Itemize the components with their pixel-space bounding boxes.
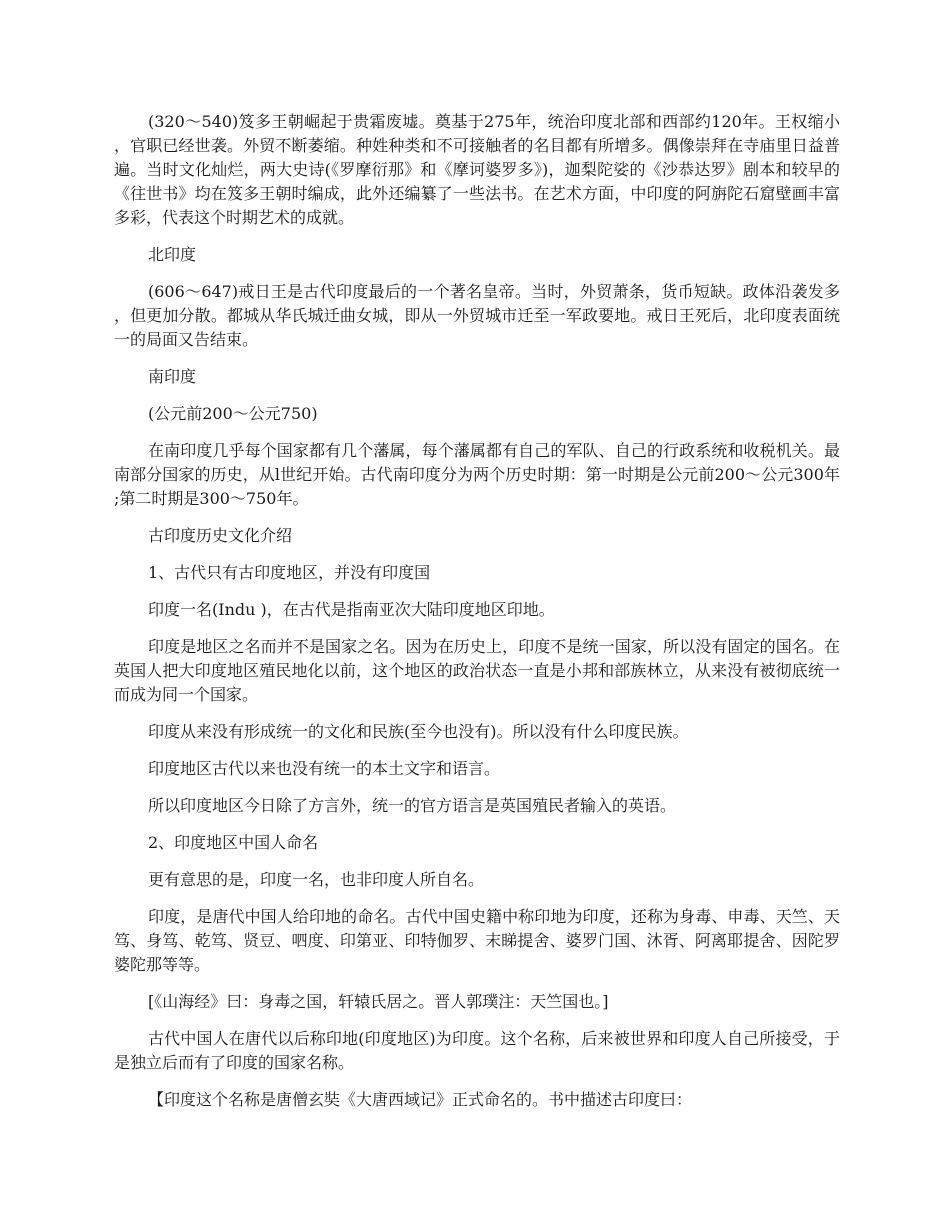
paragraph-chinese-names: 印度，是唐代中国人给印地的命名。古代中国史籍中称印地为印度，还称为身毒、申毒、天竺、天笃、身笃、乾笃、贤豆、呬度、印第亚、印特伽罗、末睇提舍、婆罗门国、沐胥、阿离耶提舍、因陀罗婆陀那等等。 [114, 907, 840, 974]
paragraph-no-unified-culture: 印度从来没有形成统一的文化和民族(至今也没有)。所以没有什么印度民族。 [148, 722, 689, 741]
paragraph-official-language: 所以印度地区今日除了方言外，统一的官方语言是英国殖民者输入的英语。 [148, 796, 677, 815]
paragraph-no-unified-language: 印度地区古代以来也没有统一的本土文字和语言。 [148, 759, 501, 778]
paragraph-shanhaijing-quote: [《山海经》曰：身毒之国，轩辕氏居之。晋人郭璞注：天竺国也。] [148, 992, 609, 1011]
paragraph-indu-name: 印度一名(Indu )，在古代是指南亚次大陆印度地区印地。 [148, 600, 555, 619]
heading-north-india: 北印度 [148, 245, 197, 264]
document-page [114, 110, 840, 1112]
paragraph-xuanzang: 【印度这个名称是唐僧玄奘《大唐西域记》正式命名的。书中描述古印度曰： [148, 1090, 693, 1109]
heading-section-1: 1、古代只有古印度地区，并没有印度国 [148, 563, 431, 582]
heading-south-india: 南印度 [148, 367, 197, 386]
paragraph-harsha: (606～647)戒日王是古代印度最后的一个著名皇帝。当时，外贸萧条，货币短缺。政体沿袭发多，但更加分散。都城从华氏城迁曲女城，即从一外贸城市迁至一军政要地。戒日王死后，北印度表面统一的局面又告结束。 [114, 282, 840, 349]
paragraph-tang-naming: 古代中国人在唐代以后称印地(印度地区)为印度。这个名称，后来被世界和印度人自己所接受，于是独立后而有了印度的国家名称。 [114, 1029, 840, 1072]
paragraph-south-india-dates: (公元前200～公元750) [148, 404, 318, 423]
paragraph-not-self-named: 更有意思的是，印度一名，也非印度人所自名。 [148, 870, 485, 889]
paragraph-gupta-dynasty: (320～540)笈多王朝崛起于贵霜废墟。奠基于275年，统治印度北部和西部约120年。王权缩小，官职已经世袭。外贸不断萎缩。种姓种类和不可接触者的名目都有所增多。偶像崇拜在寺庙里日益普遍。当时文化灿烂，两大史诗(《罗摩衍那》和《摩诃婆罗多》)，迦梨陀娑的《沙恭达罗》剧本和较早的《往世书》均在笈多王朝时编成，此外还编纂了一些法书。在艺术方面，中印度的阿旃陀石窟壁画丰富多彩，代表这个时期艺术的成就。 [114, 112, 840, 227]
paragraph-region-name: 印度是地区之名而并不是国家之名。因为在历史上，印度不是统一国家，所以没有固定的国名。在英国人把大印度地区殖民地化以前，这个地区的政治状态一直是小邦和部族林立，从来没有被彻底统一而成为同一个国家。 [114, 637, 840, 704]
paragraph-south-india-history: 在南印度几乎每个国家都有几个藩属，每个藩属都有自己的军队、自己的行政系统和收税机关。最南部分国家的历史，从l世纪开始。古代南印度分为两个历史时期：第一时期是公元前200～公元300年;第二时期是300～750年。 [114, 441, 840, 508]
heading-culture-intro: 古印度历史文化介绍 [148, 526, 293, 545]
heading-section-2: 2、印度地区中国人命名 [148, 833, 319, 852]
